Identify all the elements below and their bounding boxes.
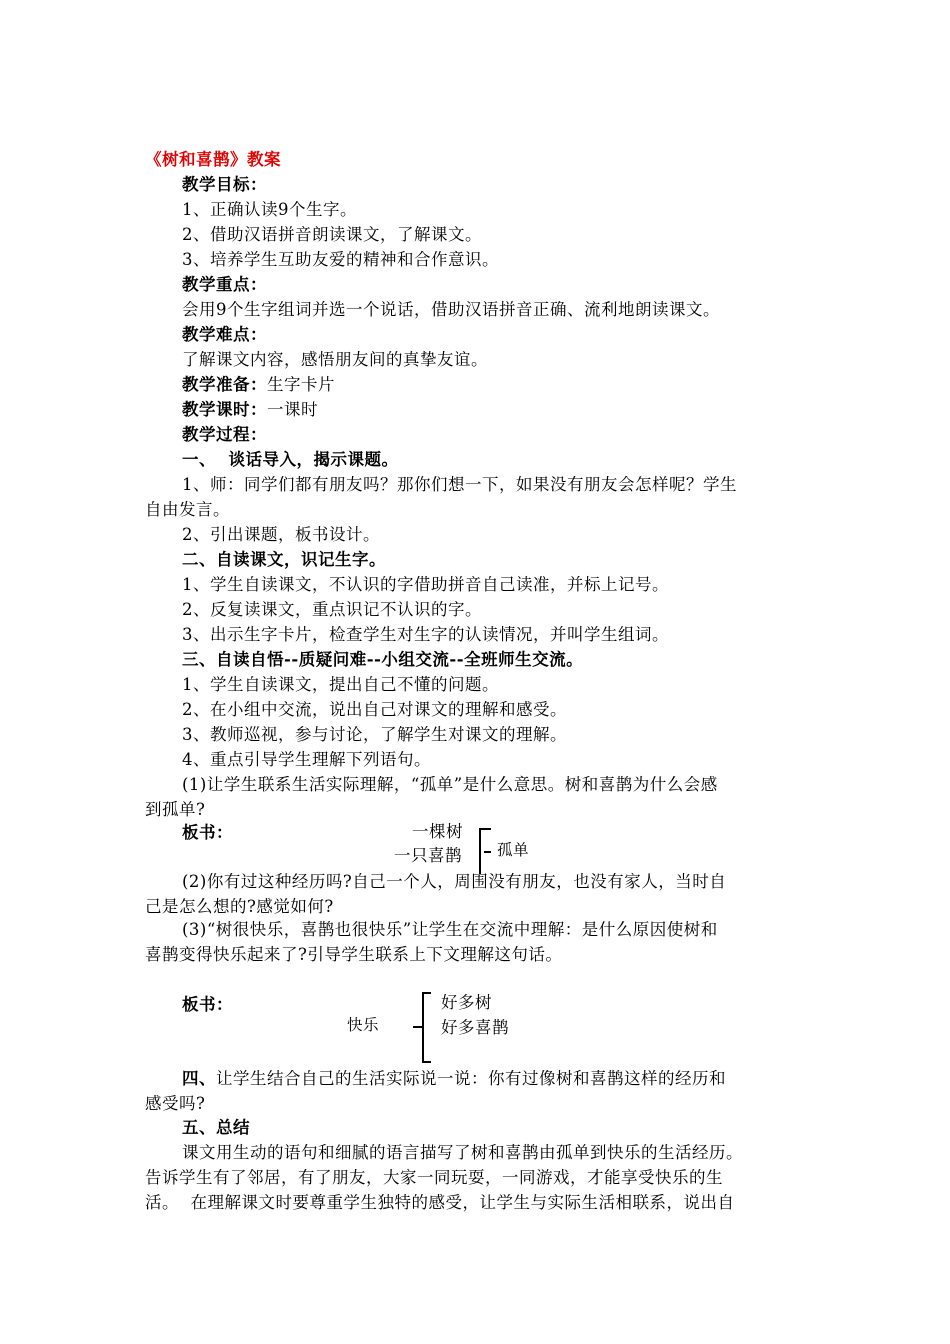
section4-cont: 感受吗? xyxy=(145,1094,206,1113)
section1-line: 1、师：同学们都有朋友吗？那你们想一下，如果没有朋友会怎样呢？学生 xyxy=(182,475,737,494)
objectives-heading: 教学目标： xyxy=(182,175,267,194)
difficulties-text: 了解课文内容，感悟朋友间的真挚友谊。 xyxy=(182,350,488,369)
section2-item: 3、出示生字卡片，检查学生对生字的认读情况，并叫学生组词。 xyxy=(182,625,669,644)
board2-bracket-top xyxy=(422,992,431,994)
board2-left: 快乐 xyxy=(347,1016,380,1034)
periods-row xyxy=(182,397,318,422)
section4-heading: 四、 xyxy=(182,1069,216,1088)
section3-item: 4、重点引导学生理解下列语句。 xyxy=(182,750,431,769)
preparation-row xyxy=(182,372,335,397)
question-2: (2)你有过这种经历吗?自己一个人，周围没有朋友，也没有家人，当时自 xyxy=(182,872,727,891)
section3-item: 3、教师巡视，参与讨论，了解学生对课文的理解。 xyxy=(182,725,567,744)
key-points-text: 会用9个生字组词并选一个说话，借助汉语拼音正确、流利地朗读课文。 xyxy=(182,300,720,319)
board1-bracket xyxy=(479,828,481,874)
board2-line2: 好多喜鹊 xyxy=(441,1018,509,1037)
board1-line2: 一只喜鹊 xyxy=(394,846,462,865)
question-1-cont: 到孤单? xyxy=(145,800,206,819)
board2-bracket-bottom xyxy=(422,1061,431,1063)
section3-item: 1、学生自读课文，提出自己不懂的问题。 xyxy=(182,675,499,694)
section1-line: 自由发言。 xyxy=(145,500,230,519)
objective-item: 2、借助汉语拼音朗读课文，了解课文。 xyxy=(182,225,482,244)
board2-bracket-mid xyxy=(413,1026,422,1028)
section4-line xyxy=(182,1066,726,1091)
preparation-label: 教学准备： xyxy=(182,375,267,394)
process-heading: 教学过程： xyxy=(182,425,267,444)
section5-heading: 五、总结 xyxy=(182,1118,250,1137)
section4-text: 让学生结合自己的生活实际说一说：你有过像树和喜鹊这样的经历和 xyxy=(216,1069,726,1088)
question-3-cont: 喜鹊变得快乐起来了?引导学生联系上下文理解这句话。 xyxy=(145,945,563,964)
section3-heading: 三、自读自悟--质疑问难--小组交流--全班师生交流。 xyxy=(182,650,584,669)
section1-line: 2、引出课题，板书设计。 xyxy=(182,525,380,544)
summary-line: 活。 在理解课文时要尊重学生独特的感受，让学生与实际生活相联系，说出自 xyxy=(145,1193,735,1212)
document-title: 《树和喜鹊》教案 xyxy=(145,150,281,169)
section2-item: 1、学生自读课文，不认识的字借助拼音自己读准，并标上记号。 xyxy=(182,575,669,594)
objective-item: 1、正确认读9个生字。 xyxy=(182,200,357,219)
preparation-value: 生字卡片 xyxy=(267,375,335,394)
section3-item: 2、在小组中交流，说出自己对课文的理解和感受。 xyxy=(182,700,567,719)
section2-heading: 二、自读课文，识记生字。 xyxy=(182,550,386,569)
question-2-cont: 己是怎么想的?感觉如何? xyxy=(145,897,334,916)
section2-item: 2、反复读课文，重点识记不认识的字。 xyxy=(182,600,482,619)
periods-value: 一课时 xyxy=(267,400,318,419)
section1-heading: 一、 谈话导入，揭示课题。 xyxy=(182,450,399,469)
board1-line1: 一棵树 xyxy=(412,822,463,841)
board1-label: 板书： xyxy=(182,823,233,842)
summary-line: 课文用生动的语句和细腻的语言描写了树和喜鹊由孤单到快乐的生活经历。 xyxy=(182,1143,743,1162)
board1-bracket-top xyxy=(479,828,491,830)
difficulties-heading: 教学难点： xyxy=(182,325,267,344)
key-points-heading: 教学重点： xyxy=(182,275,267,294)
question-1: (1)让学生联系生活实际理解，“孤单”是什么意思。树和喜鹊为什么会感 xyxy=(182,775,718,794)
board2-line1: 好多树 xyxy=(441,993,492,1012)
periods-label: 教学课时： xyxy=(182,400,267,419)
question-3: (3)“树很快乐，喜鹊也很快乐”让学生在交流中理解：是什么原因使树和 xyxy=(182,920,718,939)
board2-bracket xyxy=(422,992,424,1063)
summary-line: 告诉学生有了邻居，有了朋友，大家一同玩耍，一同游戏，才能享受快乐的生 xyxy=(145,1168,723,1187)
objective-item: 3、培养学生互助友爱的精神和合作意识。 xyxy=(182,250,499,269)
board1-bracket-mid xyxy=(484,851,491,853)
board2-label: 板书： xyxy=(182,995,233,1014)
board1-result: 孤单 xyxy=(497,841,530,859)
